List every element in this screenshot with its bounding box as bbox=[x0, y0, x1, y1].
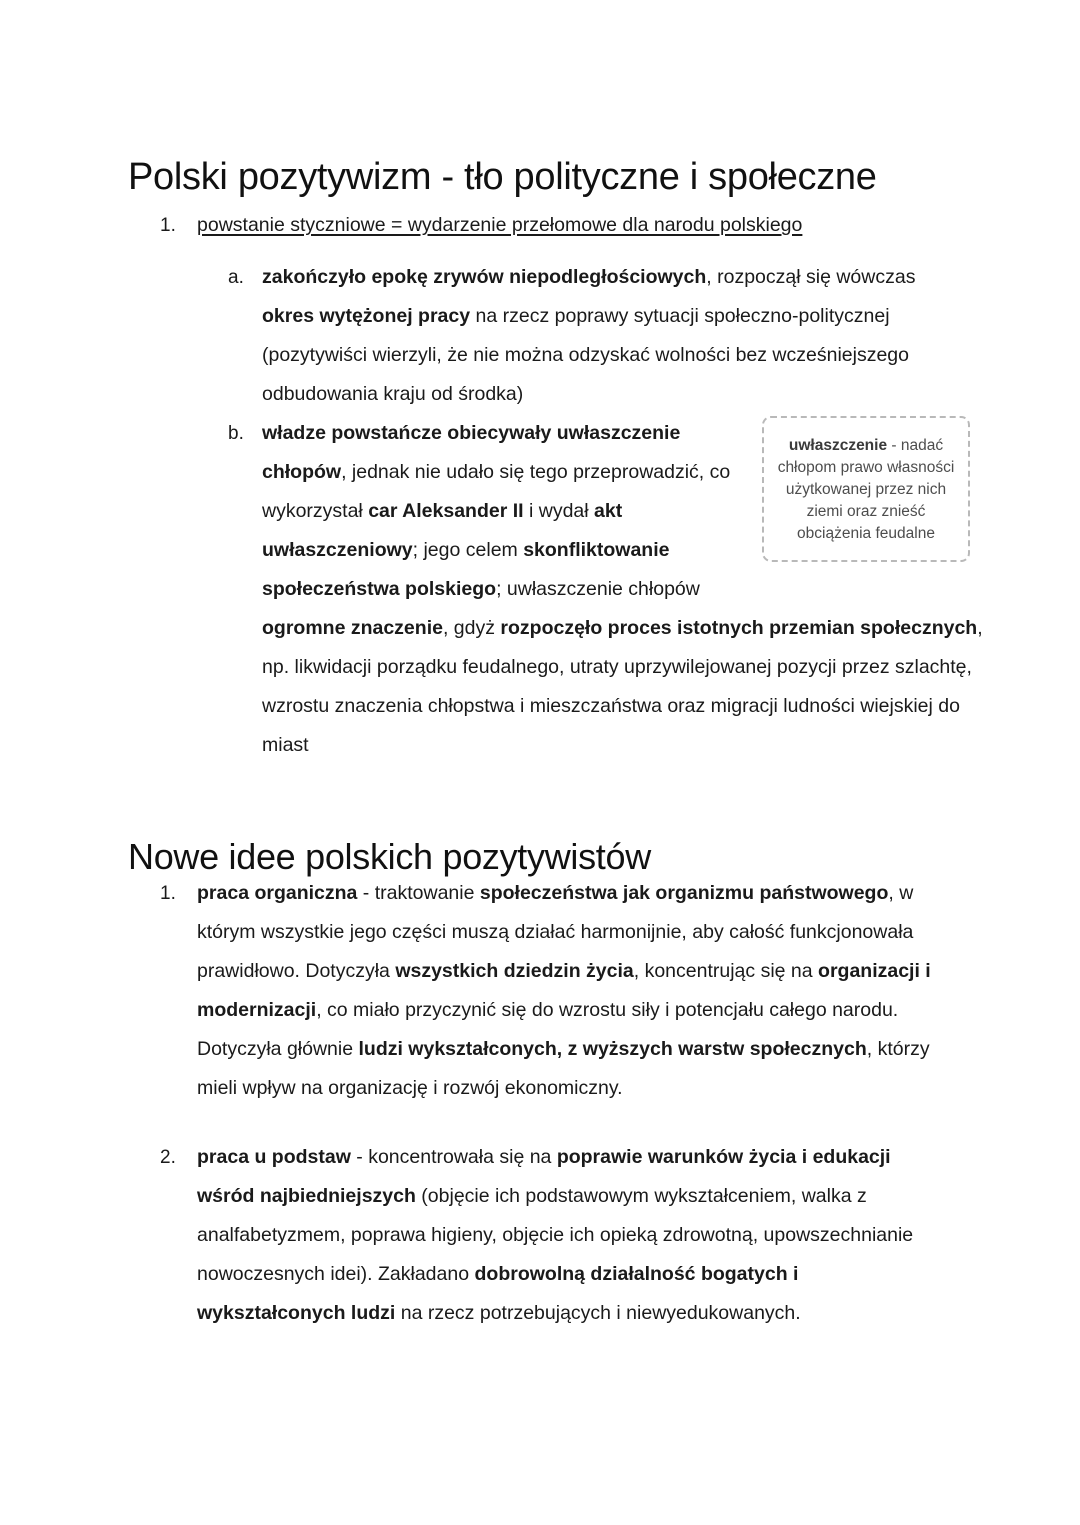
list-item-text: zakończyło epokę zrywów niepodległościowych, rozpoczął się wówczas okres wytężonej pracy na rzecz poprawy sytuacji społeczno-politycznej (pozytywiści wierzyli, że nie można odzyskać wolności bez wcześniejszego odbudowania kraju od środka) bbox=[262, 266, 916, 405]
definition-body: nadać chłopom prawo własności użytkowanej przez nich ziemi oraz znieść obciążenia feudalne bbox=[777, 437, 955, 542]
list-item-text: władze powstańcze obiecywały uwłaszczenie chłopów, jednak nie udało się tego przeprowadzić, co wykorzystał car Aleksander II i wydał akt uwłaszczeniowy; jego celem skonfliktowanie społeczeństwa polskiego; uwłaszczenie chłopów ogromne znaczenie, gdyż rozpoczęło proces istotnych przemian społecznych, np. likwidacji porządku feudalnego, utraty uprzywilejowanej pozycji przez szlachtę, wzrostu znaczenia chłopstwa i mieszczaństwa oraz migracji ludności wiejskiej do miast bbox=[262, 414, 988, 765]
page-title: Polski pozytywizm - tło polityczne i społeczne bbox=[128, 156, 877, 199]
list-item bbox=[160, 206, 960, 245]
list-marker: 1. bbox=[160, 883, 176, 904]
list-item bbox=[228, 258, 968, 414]
list-marker: 1. bbox=[160, 215, 176, 236]
definition-term: uwłaszczenie bbox=[788, 437, 888, 454]
list-item-text: praca organiczna - traktowanie społeczeństwa jak organizmu państwowego, w którym wszystkie jego części muszą działać harmonijnie, aby całość funkcjonowała prawidłowo. Dotyczyła wszystkich dziedzin życia, koncentrując się na organizacji i modernizacji, co miało przyczynić się do wzrostu siły i potencjału całego narodu. Dotyczyła głównie ludzi wykształconych, z wyższych warstw społecznych, którzy mieli wpływ na organizację i rozwój ekonomiczny. bbox=[197, 882, 931, 1099]
list-item bbox=[160, 874, 950, 1108]
definition-callout-text bbox=[774, 435, 958, 545]
list-item-text: praca u podstaw - koncentrowała się na poprawie warunków życia i edukacji wśród najbiedniejszych (objęcie ich podstawowym wykształceniem, walka z analfabetyzmem, poprawa higieny, objęcie ich opieką zdrowotną, upowszechnianie nowoczesnych idei). Zakładano dobrowolną działalność bogatych i wykształconych ludzi na rzecz potrzebujących i niewyedukowanych. bbox=[197, 1146, 914, 1324]
list-item bbox=[160, 1138, 950, 1333]
section-heading: Nowe idee polskich pozytywistów bbox=[128, 835, 651, 877]
list-marker: a. bbox=[228, 267, 244, 288]
definition-callout bbox=[762, 416, 970, 562]
list-marker: 2. bbox=[160, 1147, 176, 1168]
definition-separator: - bbox=[887, 437, 901, 454]
list-marker: b. bbox=[228, 423, 244, 444]
list-item-text: powstanie styczniowe = wydarzenie przełomowe dla narodu polskiego bbox=[197, 214, 803, 236]
